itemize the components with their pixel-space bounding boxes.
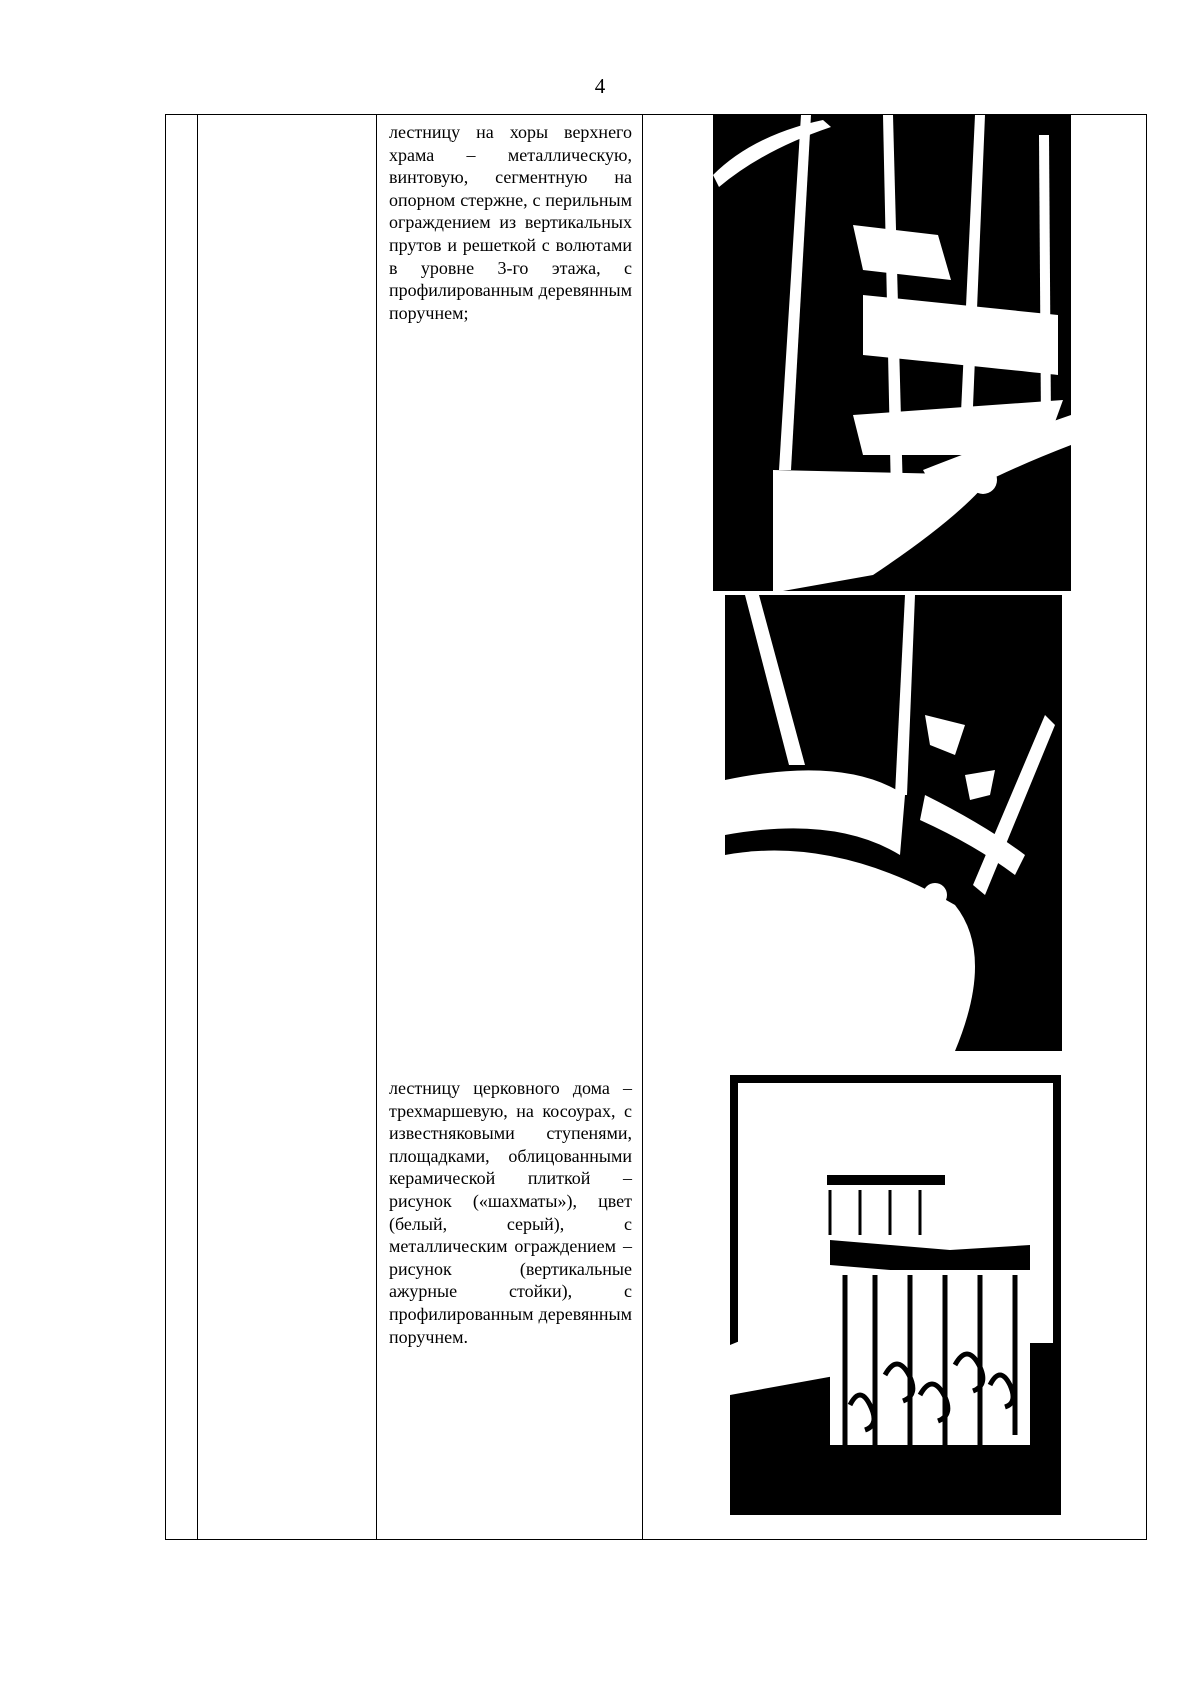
table-row — [166, 115, 1147, 1540]
description-spiral-stair: лестницу на хоры верхнего храма – металлическую, винтовую, сегментную на опорном стержне, с перильным ограждением из вертикальных прутов и решеткой с волютами в уровне 3-го этажа, с профилированным деревянным поручнем; — [389, 122, 632, 323]
spiral-stair-photo-1 — [713, 115, 1071, 591]
index-cell — [166, 115, 198, 1540]
description-cell — [377, 115, 643, 1540]
spiral-stair-photo-2 — [725, 595, 1062, 1051]
description-church-house-stair: лестницу церковного дома – трехмаршевую, на косоурах, с известняковыми ступенями, площадками, облицованными керамической плиткой – рисунок («шахматы»), цвет (белый, серый), с металлическим ограждением – рисунок (вертикальные ажурные стойки), с профилированным деревянным поручнем. — [389, 1078, 632, 1347]
object-cell — [198, 115, 377, 1540]
heritage-table — [165, 114, 1147, 1540]
church-house-stair-photo — [730, 1075, 1061, 1515]
page-number: 4 — [594, 74, 606, 98]
photo-cell — [643, 115, 1147, 1540]
